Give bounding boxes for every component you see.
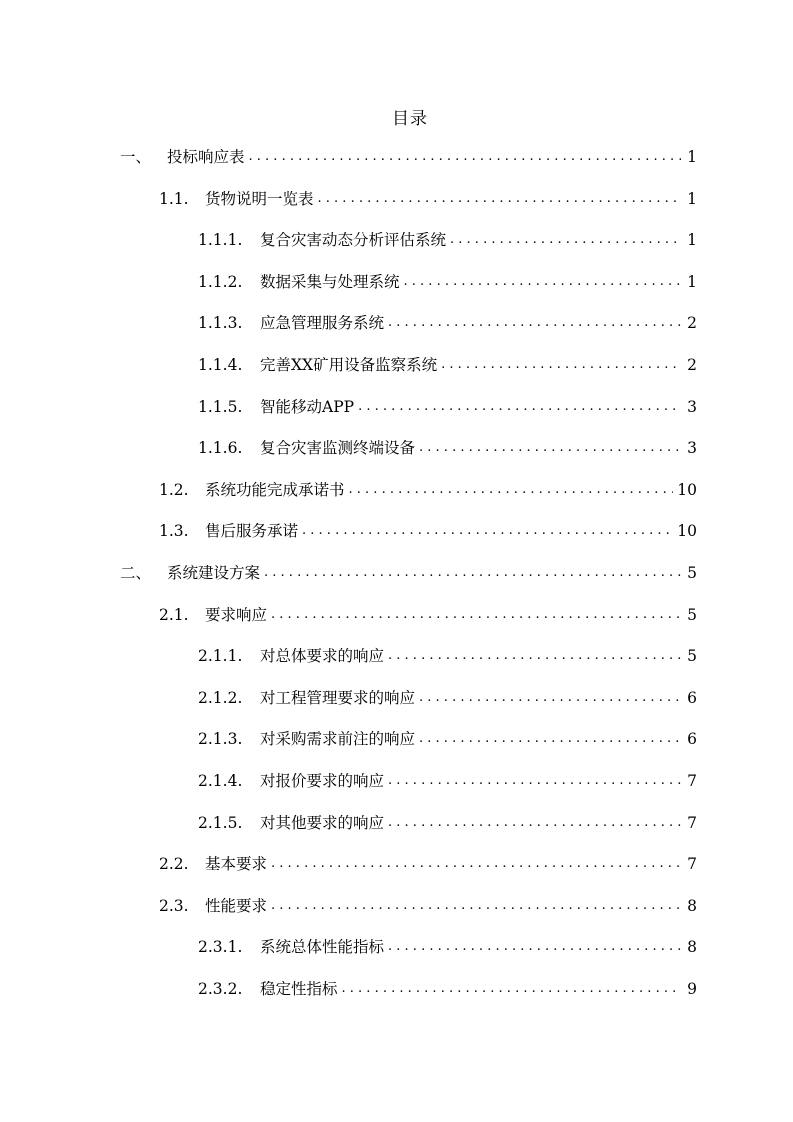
toc-page-number: 1 [687,272,697,291]
toc-dot-leader [388,812,681,834]
toc-entry-number: 1.2. [159,480,189,499]
toc-dot-leader [388,770,681,792]
toc-entry-number: 1.1.1. [198,231,243,250]
toc-entry[interactable] [159,514,697,542]
toc-entry-title: 对工程管理要求的响应 [260,688,416,707]
toc-dot-leader [271,604,681,626]
toc-page-number: 6 [687,730,697,749]
toc-entry[interactable] [198,722,697,750]
toc-dot-leader [419,437,681,459]
toc-entry-title: 对其他要求的响应 [260,813,385,832]
toc-entry-title: 系统总体性能指标 [260,938,385,957]
toc-page-number: 7 [687,813,697,832]
toc-entry-number: 2.3.2. [198,980,243,998]
toc-entry-title: 要求响应 [205,605,268,624]
toc-entry-number: 2.1.5. [198,813,243,832]
toc-entry-number: 2.2. [159,855,189,874]
toc-entry-number: 2.1.3. [198,730,243,749]
toc-entry-title: 稳定性指标 [260,980,338,998]
toc-page-number: 10 [677,522,697,541]
toc-entry[interactable] [120,140,697,168]
toc-dot-leader [450,229,681,251]
toc-page-number: 2 [687,356,697,374]
toc-entry-number: 1.1.4. [198,356,243,374]
toc-dot-leader [318,188,681,210]
toc-entry-title: 对报价要求的响应 [260,772,385,790]
toc-dot-leader [388,936,681,958]
toc-entry-number: 2.1.1. [198,647,243,666]
toc-dot-leader [441,354,681,376]
toc-dot-leader [342,978,681,1000]
toc-page-number: 5 [687,605,697,624]
toc-entry-number: 1.1.6. [198,439,243,458]
toc-page-number: 3 [687,439,697,458]
toc-entry[interactable] [198,390,697,418]
toc-entry-number: 2.1.4. [198,772,243,790]
toc-dot-leader [349,479,674,501]
toc-dot-leader [388,312,681,334]
toc-page-number: 7 [687,772,697,790]
toc-page-number: 9 [687,980,697,998]
toc-page-number: 8 [687,896,697,915]
toc-dot-leader [264,562,681,584]
toc-entry-title: 货物说明一览表 [205,189,314,208]
toc-dot-leader [271,895,681,917]
toc-entry[interactable] [120,556,697,584]
toc-entry-title: 基本要求 [205,855,268,874]
toc-entry-number: 2.1.2. [198,688,243,707]
toc-entry-title: 对采购需求前注的响应 [260,730,416,749]
toc-entry-title: 系统建设方案 [167,564,261,582]
toc-entry-number: 2.3. [159,896,189,915]
toc-dot-leader [404,271,681,293]
toc-entry-title: 数据采集与处理系统 [260,272,400,291]
toc-entry[interactable] [159,598,697,626]
toc-entry-number: 二、 [120,564,152,582]
toc-dot-leader [419,728,681,750]
toc-entry-number: 1.1. [159,189,189,208]
toc-entry[interactable] [198,764,697,792]
toc-entry[interactable] [198,431,697,459]
toc-entry[interactable] [159,847,697,875]
toc-page-number: 2 [687,314,697,333]
toc-page-number: 1 [687,148,697,166]
toc-dot-leader [249,146,681,168]
toc-entry[interactable] [198,306,697,334]
toc-dot-leader [271,853,681,875]
toc-entry-number: 1.1.5. [198,397,243,416]
toc-page-number: 1 [687,189,697,208]
toc-entry-number: 2.3.1. [198,938,243,957]
toc-dot-leader [388,645,681,667]
toc-entry-title: 售后服务承诺 [205,522,299,541]
toc-page-number: 10 [677,480,697,499]
toc-entry[interactable] [198,681,697,709]
toc-entry-number: 1.1.3. [198,314,243,333]
toc-entry-number: 1.1.2. [198,272,243,291]
toc-page-number: 6 [687,688,697,707]
toc-entry[interactable] [198,265,697,293]
toc-page-number: 7 [687,855,697,874]
toc-dot-leader [302,520,673,542]
toc-entry-title: 投标响应表 [167,148,245,166]
toc-entry-number: 1.3. [159,522,189,541]
toc-entry[interactable] [198,930,697,958]
toc-entry[interactable] [159,182,697,210]
toc-entry-title: 对总体要求的响应 [260,647,385,666]
toc-entry[interactable] [198,348,697,376]
toc-entry-number: 2.1. [159,605,189,624]
page-title: 目录 [392,109,428,129]
toc-entry[interactable] [198,972,697,1000]
toc-page-number: 5 [687,647,697,666]
toc-entry[interactable] [198,223,697,251]
toc-entry-title: 完善XX矿用设备监察系统 [260,356,438,374]
toc-entry-title: 复合灾害动态分析评估系统 [260,231,447,250]
toc-entry-title: 性能要求 [205,896,268,915]
toc-entry[interactable] [198,639,697,667]
toc-dot-leader [419,687,681,709]
toc-entry[interactable] [159,889,697,917]
toc-page-number: 3 [687,397,697,416]
toc-entry-title: 系统功能完成承诺书 [205,480,345,499]
toc-entry[interactable] [198,806,697,834]
toc-entry-title: 复合灾害监测终端设备 [260,439,416,458]
toc-entry[interactable] [159,473,697,501]
toc-entry-title: 应急管理服务系统 [260,314,385,333]
toc-page-number: 5 [687,564,697,582]
toc-entry-title: 智能移动APP [260,397,355,416]
toc-page-number: 8 [687,938,697,957]
toc-dot-leader [358,396,681,418]
toc-page-number: 1 [687,231,697,250]
toc-entry-number: 一、 [120,148,152,166]
